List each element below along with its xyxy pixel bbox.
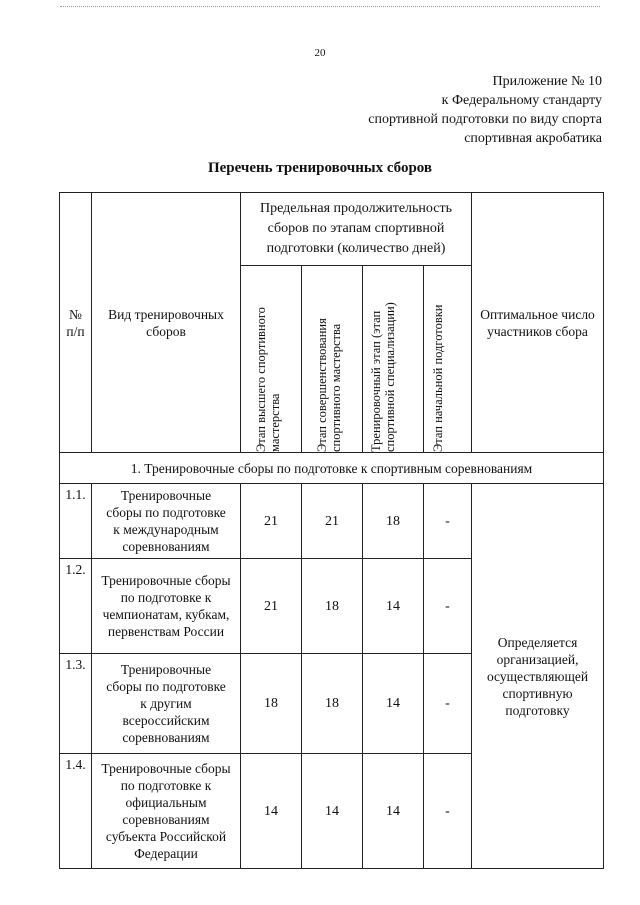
header-type: Вид тренировочных сборов: [92, 193, 241, 453]
header-stage-1-cell: [241, 266, 302, 453]
row-value-stage1: 14: [241, 754, 302, 869]
appendix-line-3: спортивной подготовки по виду спорта: [368, 112, 602, 127]
header-stage-3-cell: [363, 266, 424, 453]
page-number: 20: [314, 47, 326, 59]
table-row: [60, 484, 604, 559]
row-value-stage3: 14: [363, 559, 424, 654]
row-value-stage2: 18: [302, 559, 363, 654]
row-value-stage4: -: [424, 559, 472, 654]
header-stage-3: Тренировочный этап (этап спортивной специализации): [369, 302, 397, 452]
row-value-stage1: 21: [241, 484, 302, 559]
row-value-stage4: -: [424, 654, 472, 754]
row-value-stage3: 18: [363, 484, 424, 559]
row-name: Тренировочные сборы по подготовке к другим всероссийским соревнованиям: [92, 654, 241, 754]
appendix-line-2: к Федеральному стандарту: [441, 93, 602, 108]
row-value-stage1: 18: [241, 654, 302, 754]
row-value-stage1: 21: [241, 559, 302, 654]
header-num: № п/п: [60, 193, 92, 453]
row-name: Тренировочные сборы по подготовке к чемпионатам, кубкам, первенствам России: [92, 559, 241, 654]
header-row-1: [60, 193, 604, 266]
section-heading: 1. Тренировочные сборы по подготовке к спортивным соревнованиям: [60, 453, 604, 484]
document-title: Перечень тренировочных сборов: [207, 160, 433, 176]
header-stage-2-cell: [302, 266, 363, 453]
header-stage-4-cell: [424, 266, 472, 453]
row-value-stage4: -: [424, 484, 472, 559]
header-duration-group: Предельная продолжительность сборов по этапам спортивной подготовки (количество дней): [241, 193, 472, 266]
header-optimal: Оптимальное число участников сбора: [472, 193, 604, 453]
section-row: [60, 453, 604, 484]
row-value-stage2: 21: [302, 484, 363, 559]
header-stage-2: Этап совершенствования спортивного мастерства: [315, 318, 343, 452]
row-num: 1.3.: [60, 654, 92, 754]
row-value-stage4: -: [424, 754, 472, 869]
row-name: Тренировочные сборы по подготовке к международным соревнованиям: [92, 484, 241, 559]
appendix-heading: [368, 72, 602, 148]
row-value-stage2: 18: [302, 654, 363, 754]
header-stage-4: Этап начальной подготовки: [430, 304, 445, 452]
row-name: Тренировочные сборы по подготовке к официальным соревнованиям субъекта Российской Федерации: [92, 754, 241, 869]
row-value-stage3: 14: [363, 754, 424, 869]
row-value-stage3: 14: [363, 654, 424, 754]
scan-top-edge: [60, 6, 600, 8]
optimal-value: Определяется организацией, осуществляющей спортивную подготовку: [472, 484, 604, 869]
appendix-line-4: спортивная акробатика: [464, 131, 602, 146]
row-num: 1.4.: [60, 754, 92, 869]
appendix-line-1: Приложение № 10: [492, 74, 602, 89]
row-num: 1.2.: [60, 559, 92, 654]
row-value-stage2: 14: [302, 754, 363, 869]
header-stage-1: Этап высшего спортивного мастерства: [254, 307, 282, 452]
row-num: 1.1.: [60, 484, 92, 559]
training-camps-table: [59, 192, 604, 869]
